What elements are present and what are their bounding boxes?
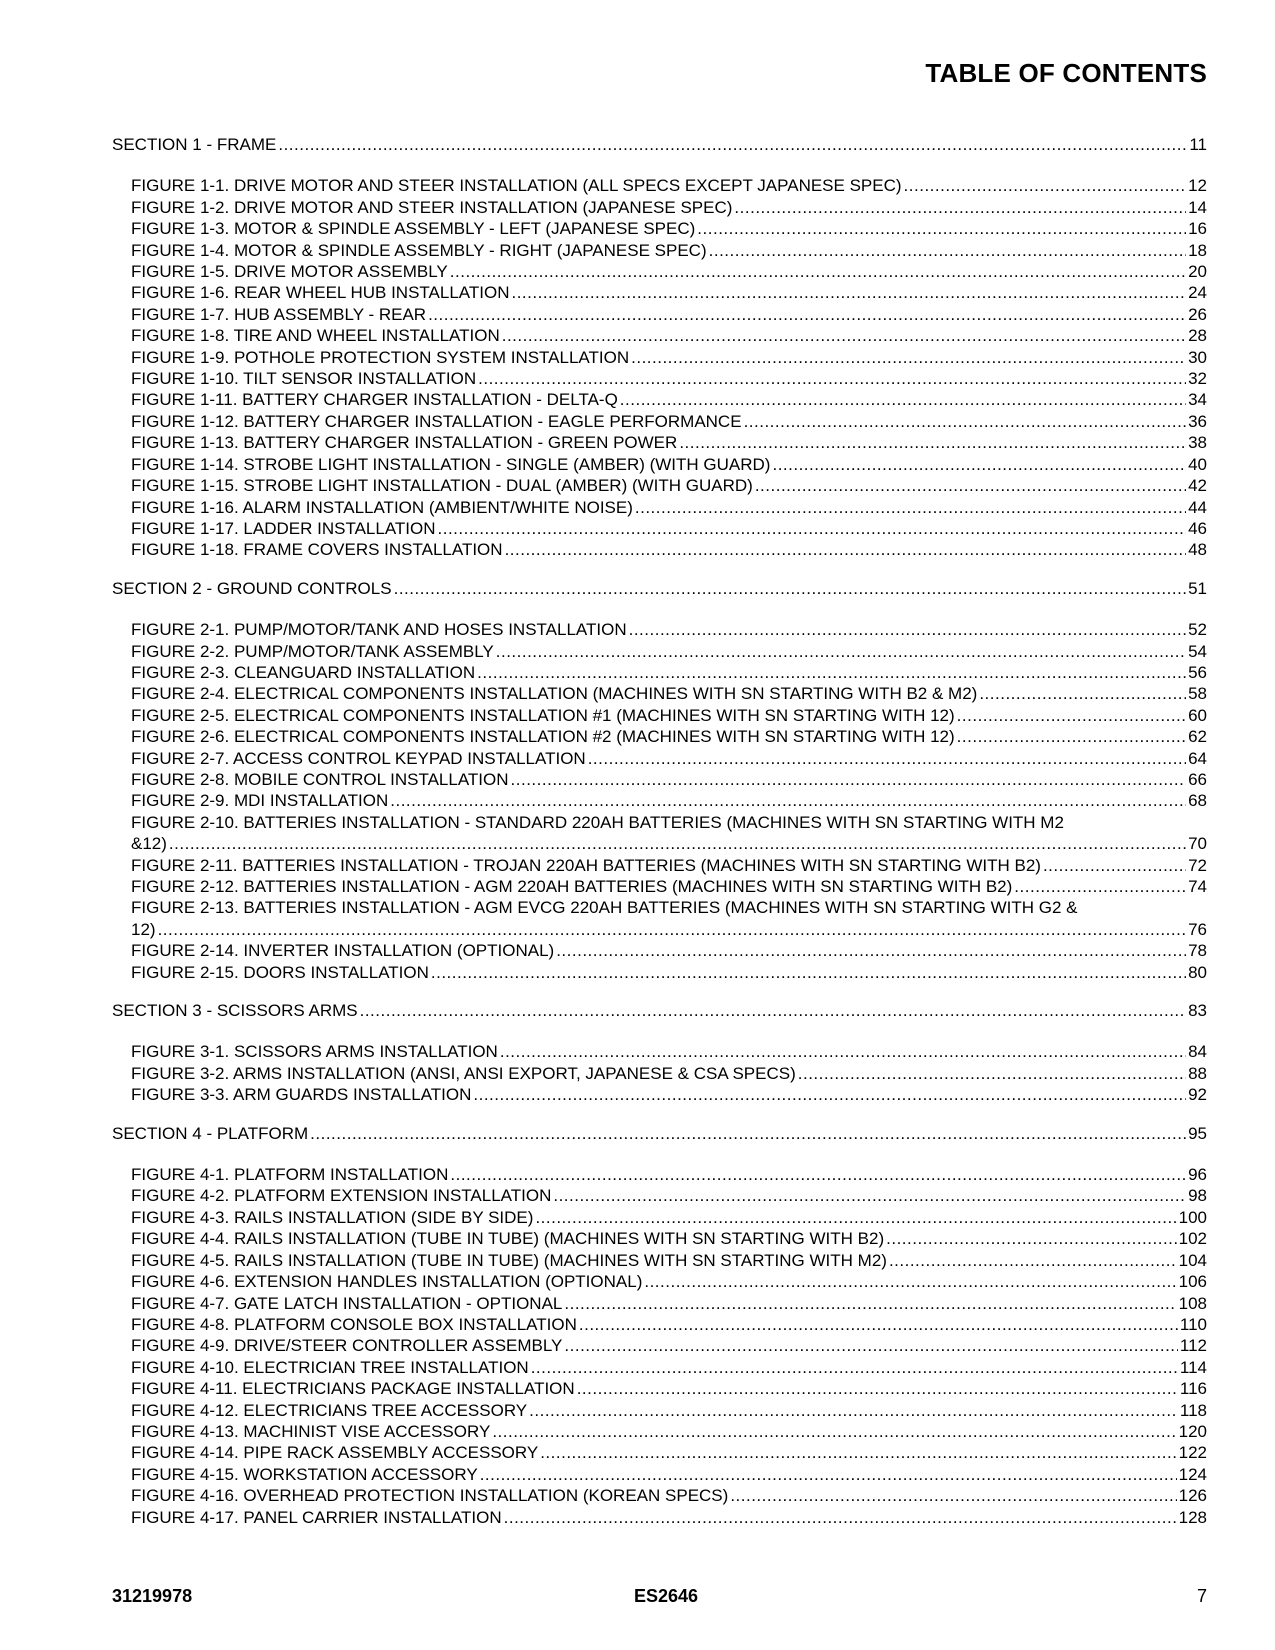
dot-leader [428, 304, 1186, 325]
toc-entry-label: FIGURE 1-2. DRIVE MOTOR AND STEER INSTALLATION (JAPANESE SPEC) [131, 197, 733, 217]
toc-entry-page: 51 [1188, 578, 1207, 598]
toc-figure-entry[interactable] [112, 1164, 1207, 1185]
toc-figure-entry[interactable] [112, 1185, 1207, 1206]
toc-figure-entry[interactable] [112, 962, 1207, 983]
toc-figure-entry[interactable] [112, 769, 1207, 790]
dot-leader [556, 940, 1186, 961]
toc-entry-label: FIGURE 4-2. PLATFORM EXTENSION INSTALLATION [131, 1186, 552, 1206]
toc-entry-page: 56 [1188, 662, 1207, 682]
toc-entry-page: 32 [1188, 369, 1207, 389]
toc-entry-page: 70 [1188, 834, 1207, 854]
toc-figure-entry[interactable] [112, 683, 1207, 704]
toc-entry-label: FIGURE 1-11. BATTERY CHARGER INSTALLATION - DELTA-Q [131, 390, 618, 410]
toc-figure-entry[interactable] [112, 1442, 1207, 1463]
toc-entry-label: SECTION 2 - GROUND CONTROLS [112, 578, 392, 598]
toc-figure-entry[interactable] [112, 304, 1207, 325]
dot-leader [629, 619, 1186, 640]
toc-entry-label: FIGURE 4-15. WORKSTATION ACCESSORY [131, 1464, 478, 1484]
toc-entry-label: FIGURE 2-7. ACCESS CONTROL KEYPAD INSTALLATION [131, 748, 586, 768]
toc-entry-page: 95 [1188, 1123, 1207, 1143]
toc-entry-label: FIGURE 4-9. DRIVE/STEER CONTROLLER ASSEMBLY [131, 1336, 563, 1356]
toc-entry-page: 92 [1188, 1085, 1207, 1105]
toc-entry-page: 36 [1188, 411, 1207, 431]
toc-entry-page: 128 [1178, 1507, 1207, 1527]
dot-leader [734, 197, 1186, 218]
toc-entry-page: 83 [1188, 1001, 1207, 1021]
toc-entry-page: 72 [1188, 855, 1207, 875]
toc-entry-page: 54 [1188, 641, 1207, 661]
toc-figure-entry[interactable] [112, 1250, 1207, 1271]
dot-leader [744, 411, 1187, 432]
toc-entry-label: FIGURE 1-1. DRIVE MOTOR AND STEER INSTALLATION (ALL SPECS EXCEPT JAPANESE SPEC) [131, 176, 902, 196]
dot-leader [679, 432, 1186, 453]
toc-entry-page: 26 [1188, 304, 1207, 324]
dot-leader [957, 705, 1186, 726]
toc-entry-page: 12 [1188, 176, 1207, 196]
toc-entry-continuation [131, 833, 1207, 854]
toc-entry-label: FIGURE 1-8. TIRE AND WHEEL INSTALLATION [131, 326, 500, 346]
toc-entry-label: FIGURE 2-11. BATTERIES INSTALLATION - TROJAN 220AH BATTERIES (MACHINES WITH SN STARTING WITH B2) [131, 855, 1041, 875]
footer-model: ES2646 [634, 1586, 699, 1606]
toc-entry-page: 40 [1188, 454, 1207, 474]
dot-leader [492, 1421, 1176, 1442]
dot-leader [169, 833, 1186, 854]
toc-entry-label-continued: &12) [131, 834, 167, 854]
toc-section-block [112, 134, 1207, 561]
dot-leader [697, 218, 1186, 239]
toc-entry-page: 52 [1188, 620, 1207, 640]
toc-entry-page: 64 [1188, 748, 1207, 768]
toc-entry-label: SECTION 1 - FRAME [112, 135, 277, 154]
toc-entry-page: 74 [1188, 877, 1207, 896]
toc-section-entry[interactable] [112, 134, 1207, 155]
dot-leader [579, 1314, 1178, 1335]
toc-figure-entry[interactable] [112, 175, 1207, 196]
toc-figure-entry[interactable] [112, 726, 1207, 747]
dot-leader [730, 1485, 1176, 1506]
toc-figure-entry[interactable] [112, 876, 1207, 897]
dot-leader [529, 1400, 1178, 1421]
toc-entry-page: 114 [1179, 1357, 1207, 1377]
toc-section-entry[interactable] [112, 1000, 1207, 1021]
toc-entry-page: 18 [1188, 240, 1207, 260]
toc-figure-entry[interactable] [112, 705, 1207, 726]
toc-figure-entry[interactable] [112, 261, 1207, 282]
toc-figure-entry[interactable] [112, 518, 1207, 539]
dot-leader [620, 389, 1186, 410]
toc-entry-label: FIGURE 2-5. ELECTRICAL COMPONENTS INSTALLATION #1 (MACHINES WITH SN STARTING WITH 12) [131, 705, 955, 725]
toc-figure-entry[interactable] [112, 790, 1207, 811]
toc-entry-label: SECTION 4 - PLATFORM [112, 1123, 309, 1143]
toc-figure-entry[interactable] [112, 454, 1207, 475]
dot-leader [644, 1271, 1176, 1292]
toc-entry-label-continued: 12) [131, 919, 156, 939]
toc-entry-label: FIGURE 4-6. EXTENSION HANDLES INSTALLATION (OPTIONAL) [131, 1272, 643, 1292]
dot-leader [577, 1378, 1178, 1399]
toc-entry-page: 124 [1178, 1464, 1207, 1484]
dot-leader [394, 578, 1186, 599]
toc-entry-page: 20 [1188, 262, 1207, 282]
toc-entry-page: 66 [1188, 769, 1207, 789]
dot-leader [798, 1063, 1186, 1084]
toc-figure-entry[interactable] [112, 218, 1207, 239]
toc-entry-page: 46 [1188, 518, 1207, 538]
toc-entry-label: FIGURE 2-13. BATTERIES INSTALLATION - AGM EVCG 220AH BATTERIES (MACHINES WITH SN STARTING WITH G2 & [131, 898, 1078, 918]
toc-entry-label: FIGURE 4-7. GATE LATCH INSTALLATION - OPTIONAL [131, 1293, 563, 1313]
dot-leader [889, 1250, 1177, 1271]
toc-figure-entry[interactable] [112, 1400, 1207, 1421]
toc-figure-entry[interactable] [112, 347, 1207, 368]
toc-entry-page: 34 [1188, 390, 1207, 410]
toc-entry-label: FIGURE 2-6. ELECTRICAL COMPONENTS INSTALLATION #2 (MACHINES WITH SN STARTING WITH 12) [131, 727, 955, 747]
toc-section-block [112, 1123, 1207, 1528]
toc-figure-entry[interactable] [112, 812, 1207, 855]
toc-entry-label: FIGURE 2-4. ELECTRICAL COMPONENTS INSTALLATION (MACHINES WITH SN STARTING WITH B2 & M2) [131, 684, 978, 704]
toc-entry-label: FIGURE 4-12. ELECTRICIANS TREE ACCESSORY [131, 1400, 528, 1420]
toc-entry-page: 106 [1178, 1272, 1207, 1292]
toc-entry-label: FIGURE 3-2. ARMS INSTALLATION (ANSI, ANSI EXPORT, JAPANESE & CSA SPECS) [131, 1063, 796, 1083]
toc-entry-label: FIGURE 2-9. MDI INSTALLATION [131, 791, 389, 811]
dot-leader [979, 683, 1186, 704]
toc-entry-page: 112 [1179, 1336, 1207, 1356]
toc-entry-label: FIGURE 4-4. RAILS INSTALLATION (TUBE IN TUBE) (MACHINES WITH SN STARTING WITH B2) [131, 1229, 885, 1249]
toc-entry-label: FIGURE 1-18. FRAME COVERS INSTALLATION [131, 540, 503, 560]
dot-leader [478, 368, 1186, 389]
toc-entry-page: 44 [1188, 497, 1207, 517]
toc-entry-label: FIGURE 1-10. TILT SENSOR INSTALLATION [131, 369, 477, 389]
toc-entry-page: 108 [1178, 1293, 1207, 1313]
toc-entry-label: FIGURE 4-5. RAILS INSTALLATION (TUBE IN TUBE) (MACHINES WITH SN STARTING WITH M2) [131, 1250, 887, 1270]
toc-entry-page: 104 [1178, 1250, 1207, 1270]
toc-figure-entry[interactable] [112, 368, 1207, 389]
footer-page-number: 7 [1196, 1586, 1207, 1606]
toc-figure-entry[interactable] [112, 1228, 1207, 1249]
toc-entry-label: FIGURE 1-16. ALARM INSTALLATION (AMBIENT/WHITE NOISE) [131, 497, 633, 517]
page-title: TABLE OF CONTENTS [925, 58, 1207, 88]
toc-entry-label: FIGURE 3-1. SCISSORS ARMS INSTALLATION [131, 1042, 498, 1062]
dot-leader [588, 748, 1186, 769]
toc-entry-page: 80 [1188, 962, 1207, 982]
toc-figure-entry[interactable] [112, 1041, 1207, 1062]
dot-leader [473, 1084, 1186, 1105]
toc-figure-entry[interactable] [112, 1421, 1207, 1442]
dot-leader [431, 962, 1186, 983]
toc-entry-page: 118 [1179, 1400, 1207, 1420]
toc-figure-entry[interactable] [112, 748, 1207, 769]
toc-entry-label: FIGURE 1-12. BATTERY CHARGER INSTALLATION - EAGLE PERFORMANCE [131, 411, 742, 431]
toc-entry-label: FIGURE 4-1. PLATFORM INSTALLATION [131, 1165, 449, 1185]
toc-entry-label: FIGURE 1-17. LADDER INSTALLATION [131, 518, 436, 538]
dot-leader [390, 790, 1186, 811]
toc-entry-page: 98 [1188, 1186, 1207, 1206]
table-of-contents [112, 134, 1207, 1545]
toc-entry-label: FIGURE 1-6. REAR WHEEL HUB INSTALLATION [131, 283, 510, 303]
dot-leader [450, 1164, 1186, 1185]
dot-leader [505, 539, 1187, 560]
toc-figure-entry[interactable] [112, 1357, 1207, 1378]
toc-entry-label: FIGURE 4-8. PLATFORM CONSOLE BOX INSTALLATION [131, 1314, 577, 1334]
toc-section-entry[interactable] [112, 578, 1207, 599]
toc-entry-label: FIGURE 1-4. MOTOR & SPINDLE ASSEMBLY - RIGHT (JAPANESE SPEC) [131, 240, 707, 260]
dot-leader [531, 1357, 1178, 1378]
dot-leader [535, 1207, 1176, 1228]
toc-entry-label: FIGURE 1-7. HUB ASSEMBLY - REAR [131, 304, 427, 324]
toc-figure-entry[interactable] [112, 1293, 1207, 1314]
toc-entry-page: 28 [1188, 326, 1207, 346]
toc-entry-label: FIGURE 2-14. INVERTER INSTALLATION (OPTIONAL) [131, 941, 555, 961]
dot-leader [772, 454, 1186, 475]
toc-entry-page: 42 [1188, 476, 1207, 496]
dot-leader [278, 134, 1187, 155]
toc-entry-page: 48 [1188, 540, 1207, 560]
toc-section-entry[interactable] [112, 1123, 1207, 1144]
toc-entry-page: 100 [1178, 1207, 1207, 1227]
toc-entry-label: FIGURE 1-15. STROBE LIGHT INSTALLATION - DUAL (AMBER) (WITH GUARD) [131, 476, 753, 496]
toc-entry-page: 102 [1178, 1229, 1207, 1249]
toc-entry-label: FIGURE 1-14. STROBE LIGHT INSTALLATION - SINGLE (AMBER) (WITH GUARD) [131, 454, 771, 474]
toc-entry-label: FIGURE 2-3. CLEANGUARD INSTALLATION [131, 662, 476, 682]
toc-entry-page: 76 [1188, 919, 1207, 939]
dot-leader [480, 1464, 1177, 1485]
toc-figure-entry[interactable] [112, 240, 1207, 261]
toc-entry-continuation [131, 919, 1207, 940]
toc-entry-page: 88 [1188, 1063, 1207, 1083]
dot-leader [438, 518, 1187, 539]
toc-entry-label: FIGURE 1-3. MOTOR & SPINDLE ASSEMBLY - LEFT (JAPANESE SPEC) [131, 219, 696, 239]
toc-entry-label: FIGURE 1-9. POTHOLE PROTECTION SYSTEM INSTALLATION [131, 347, 630, 367]
toc-entry-label: FIGURE 4-10. ELECTRICIAN TREE INSTALLATION [131, 1357, 529, 1377]
toc-entry-page: 14 [1188, 197, 1207, 217]
toc-entry-page: 110 [1179, 1314, 1207, 1334]
dot-leader [360, 1000, 1186, 1021]
footer-part-number: 31219978 [112, 1586, 193, 1606]
toc-entry-page: 116 [1179, 1379, 1207, 1399]
dot-leader [540, 1442, 1176, 1463]
dot-leader [158, 919, 1187, 940]
toc-entry-page: 60 [1188, 705, 1207, 725]
dot-leader [635, 497, 1186, 518]
toc-figure-entry[interactable] [112, 475, 1207, 496]
toc-figure-entry[interactable] [112, 641, 1207, 662]
toc-figure-entry[interactable] [112, 497, 1207, 518]
toc-figure-entry[interactable] [112, 619, 1207, 640]
toc-figure-entry[interactable] [112, 197, 1207, 218]
toc-figure-entry[interactable] [112, 1271, 1207, 1292]
toc-entry-page: 62 [1188, 727, 1207, 747]
toc-entry-label: FIGURE 2-12. BATTERIES INSTALLATION - AGM 220AH BATTERIES (MACHINES WITH SN STARTING WITH B2) [131, 877, 1013, 896]
toc-figure-entry[interactable] [112, 1063, 1207, 1084]
toc-figure-entry[interactable] [112, 432, 1207, 453]
dot-leader [310, 1123, 1186, 1144]
toc-figure-entry[interactable] [112, 539, 1207, 560]
toc-entry-label: FIGURE 1-13. BATTERY CHARGER INSTALLATION - GREEN POWER [131, 433, 678, 453]
toc-figure-entry[interactable] [112, 325, 1207, 346]
toc-entry-page: 24 [1188, 283, 1207, 303]
toc-entry-label: FIGURE 4-11. ELECTRICIANS PACKAGE INSTALLATION [131, 1379, 575, 1399]
toc-entry-label: FIGURE 4-3. RAILS INSTALLATION (SIDE BY SIDE) [131, 1207, 534, 1227]
dot-leader [1043, 855, 1186, 876]
toc-entry-page: 16 [1188, 219, 1207, 239]
dot-leader [904, 175, 1187, 196]
toc-figure-entry[interactable] [112, 389, 1207, 410]
dot-leader [511, 282, 1186, 303]
toc-entry-label: FIGURE 3-3. ARM GUARDS INSTALLATION [131, 1085, 472, 1105]
toc-entry-label: FIGURE 4-17. PANEL CARRIER INSTALLATION [131, 1507, 502, 1527]
toc-figure-entry[interactable] [112, 1485, 1207, 1506]
toc-section-block [112, 1000, 1207, 1106]
toc-figure-entry[interactable] [112, 940, 1207, 961]
toc-entry-label: SECTION 3 - SCISSORS ARMS [112, 1001, 358, 1021]
dot-leader [504, 1507, 1177, 1528]
toc-entry-label: FIGURE 4-13. MACHINIST VISE ACCESSORY [131, 1421, 491, 1441]
dot-leader [957, 726, 1186, 747]
dot-leader [511, 769, 1187, 790]
page-footer [112, 1586, 1207, 1610]
toc-entry-label: FIGURE 2-2. PUMP/MOTOR/TANK ASSEMBLY [131, 641, 494, 661]
dot-leader [502, 325, 1186, 346]
toc-entry-page: 68 [1188, 791, 1207, 811]
toc-entry-label: FIGURE 2-15. DOORS INSTALLATION [131, 962, 429, 982]
toc-entry-label: FIGURE 4-14. PIPE RACK ASSEMBLY ACCESSORY [131, 1443, 539, 1463]
toc-figure-entry[interactable] [112, 1084, 1207, 1105]
toc-figure-entry[interactable] [112, 282, 1207, 303]
toc-entry-label: FIGURE 1-5. DRIVE MOTOR ASSEMBLY [131, 262, 448, 282]
toc-entry-page: 96 [1188, 1165, 1207, 1185]
toc-figure-entry[interactable] [112, 411, 1207, 432]
dot-leader [477, 662, 1186, 683]
toc-entry-page: 126 [1178, 1486, 1207, 1506]
toc-figure-entry[interactable] [112, 1207, 1207, 1228]
dot-leader [496, 641, 1186, 662]
dot-leader [553, 1185, 1186, 1206]
dot-leader [564, 1335, 1177, 1356]
toc-entry-page: 58 [1188, 684, 1207, 704]
toc-entry-label: FIGURE 2-10. BATTERIES INSTALLATION - STANDARD 220AH BATTERIES (MACHINES WITH SN STARTING WITH M2 [131, 812, 1064, 832]
toc-entry-page: 84 [1188, 1042, 1207, 1062]
toc-entry-page: 11 [1189, 135, 1207, 154]
dot-leader [1014, 876, 1186, 897]
toc-figure-entry[interactable] [112, 897, 1207, 940]
toc-figure-entry[interactable] [112, 1464, 1207, 1485]
dot-leader [755, 475, 1186, 496]
toc-figure-entry[interactable] [112, 662, 1207, 683]
dot-leader [564, 1293, 1176, 1314]
dot-leader [886, 1228, 1177, 1249]
dot-leader [631, 347, 1186, 368]
toc-entry-page: 30 [1188, 347, 1207, 367]
toc-entry-page: 38 [1188, 433, 1207, 453]
toc-entry-label: FIGURE 2-1. PUMP/MOTOR/TANK AND HOSES INSTALLATION [131, 620, 627, 640]
toc-figure-entry[interactable] [112, 1335, 1207, 1356]
toc-entry-page: 78 [1188, 941, 1207, 961]
toc-entry-label: FIGURE 4-16. OVERHEAD PROTECTION INSTALLATION (KOREAN SPECS) [131, 1486, 729, 1506]
toc-figure-entry[interactable] [112, 1378, 1207, 1399]
dot-leader [709, 240, 1186, 261]
toc-figure-entry[interactable] [112, 1507, 1207, 1528]
toc-section-block [112, 578, 1207, 983]
toc-figure-entry[interactable] [112, 855, 1207, 876]
toc-entry-page: 120 [1178, 1421, 1207, 1441]
toc-entry-label: FIGURE 2-8. MOBILE CONTROL INSTALLATION [131, 769, 509, 789]
dot-leader [450, 261, 1186, 282]
toc-entry-page: 122 [1178, 1443, 1207, 1463]
toc-figure-entry[interactable] [112, 1314, 1207, 1335]
dot-leader [500, 1041, 1186, 1062]
